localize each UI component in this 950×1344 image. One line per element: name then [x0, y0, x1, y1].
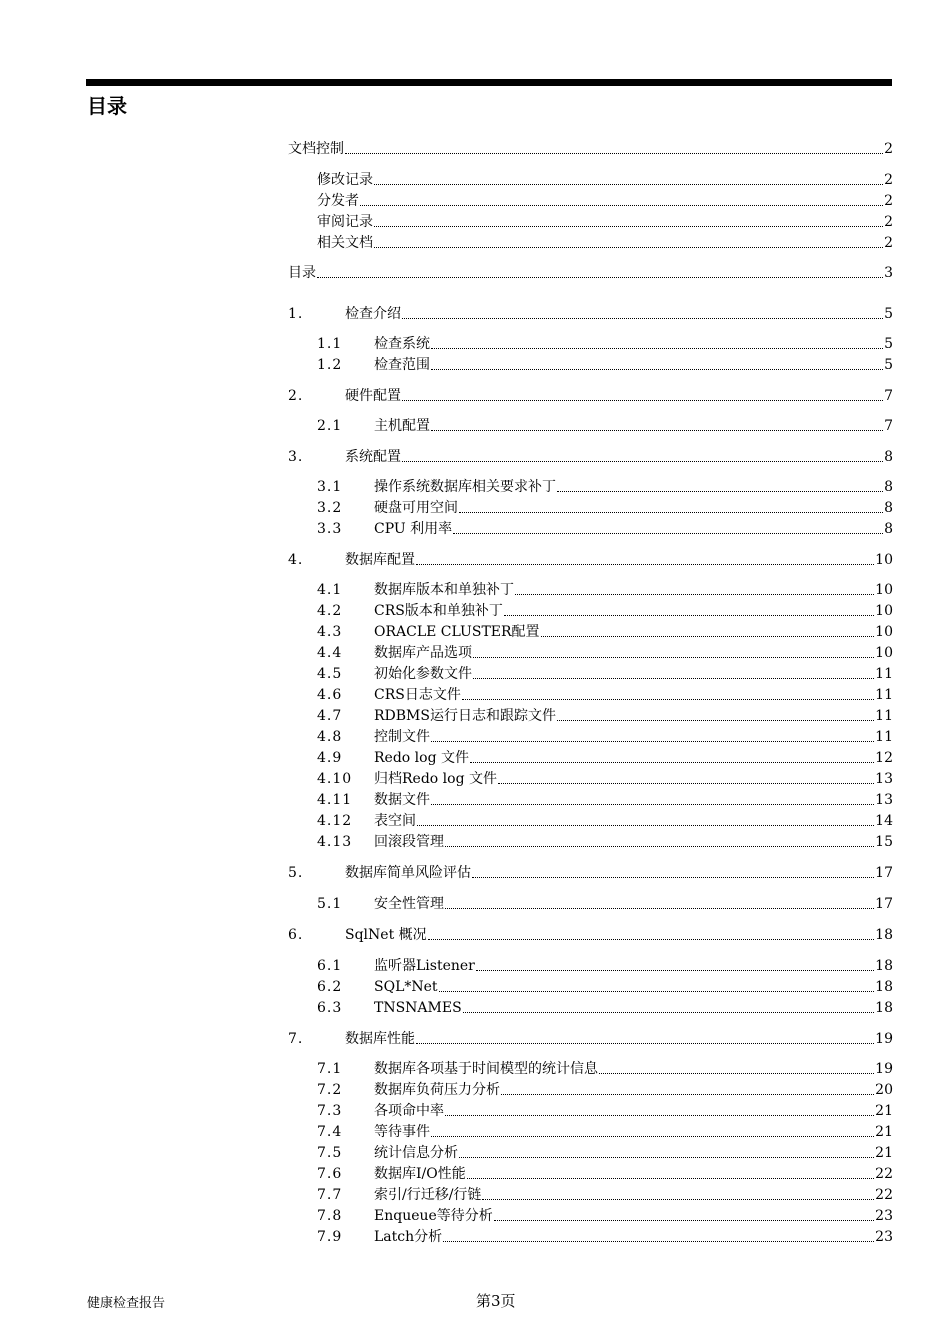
toc-dot-leader — [416, 563, 874, 565]
toc-entry-number: 7.6 — [317, 1166, 343, 1182]
toc-entry[interactable] — [317, 893, 893, 913]
toc-entry-label: SQL*Net — [374, 979, 438, 995]
toc-entry-number: 3. — [288, 449, 304, 465]
toc-entry-number: 4.3 — [317, 624, 343, 640]
toc-entry-number: 7.3 — [317, 1103, 343, 1119]
toc-entry-page: 2 — [884, 172, 893, 188]
toc-entry[interactable] — [317, 684, 893, 704]
toc-entry-label: 表空间 — [374, 813, 416, 829]
toc-entry-page: 19 — [875, 1031, 893, 1047]
toc-entry-page: 21 — [875, 1124, 893, 1140]
toc-entry-number: 3.2 — [317, 500, 343, 516]
toc-entry-label: 硬件配置 — [345, 388, 401, 404]
toc-entry-label: CRS版本和单独补丁 — [374, 603, 503, 619]
toc-entry[interactable] — [288, 262, 893, 282]
toc-entry[interactable] — [317, 1100, 893, 1120]
footer-page-number: 第3页 — [476, 1292, 516, 1310]
toc-dot-leader — [445, 907, 874, 909]
toc-entry-page: 8 — [884, 500, 893, 516]
toc-entry-label: 数据库产品选项 — [374, 645, 472, 661]
toc-dot-leader — [431, 347, 883, 349]
toc-dot-leader — [599, 1072, 874, 1074]
toc-dot-leader — [417, 824, 874, 826]
toc-entry-number: 7.7 — [317, 1187, 343, 1203]
toc-entry-number: 5.1 — [317, 896, 343, 912]
toc-entry-label: 监听器Listener — [374, 958, 475, 974]
toc-dot-leader — [453, 532, 883, 534]
toc-entry[interactable] — [317, 1226, 893, 1246]
toc-entry-label: 控制文件 — [374, 729, 430, 745]
toc-entry-number: 7.9 — [317, 1229, 343, 1245]
toc-entry[interactable] — [288, 446, 893, 466]
toc-dot-leader — [360, 204, 883, 206]
toc-entry-number: 2. — [288, 388, 304, 404]
toc-entry-page: 18 — [875, 927, 893, 943]
toc-entry-label: 数据库简单风险评估 — [345, 865, 471, 881]
toc-dot-leader — [374, 246, 883, 248]
toc-dot-leader — [473, 656, 874, 658]
toc-dot-leader — [345, 152, 883, 154]
toc-entry-page: 21 — [875, 1145, 893, 1161]
toc-entry-number: 4.4 — [317, 645, 343, 661]
toc-entry-label: 目录 — [288, 265, 316, 281]
toc-entry-page: 19 — [875, 1061, 893, 1077]
toc-entry-number: 4.13 — [317, 834, 353, 850]
toc-entry[interactable] — [317, 1184, 893, 1204]
toc-entry-page: 23 — [875, 1229, 893, 1245]
toc-dot-leader — [374, 183, 883, 185]
toc-entry[interactable] — [317, 747, 893, 767]
toc-entry-number: 7.5 — [317, 1145, 343, 1161]
toc-entry-page: 15 — [875, 834, 893, 850]
toc-entry-page: 22 — [875, 1187, 893, 1203]
toc-dot-leader — [470, 761, 874, 763]
toc-entry-page: 18 — [875, 979, 893, 995]
toc-entry[interactable] — [317, 476, 893, 496]
toc-entry-page: 2 — [884, 235, 893, 251]
toc-entry-number: 4.6 — [317, 687, 343, 703]
toc-entry-label: 数据库各项基于时间模型的统计信息 — [374, 1061, 598, 1077]
toc-dot-leader — [445, 845, 874, 847]
toc-entry-page: 22 — [875, 1166, 893, 1182]
toc-dot-leader — [504, 614, 874, 616]
toc-entry-label: 检查介绍 — [345, 306, 401, 322]
toc-entry-label: 数据库负荷压力分析 — [374, 1082, 500, 1098]
toc-entry[interactable] — [317, 663, 893, 683]
toc-entry[interactable] — [317, 354, 893, 374]
toc-entry-label: 回滚段管理 — [374, 834, 444, 850]
toc-entry[interactable] — [317, 333, 893, 353]
toc-entry[interactable] — [317, 1142, 893, 1162]
toc-entry-page: 5 — [884, 306, 893, 322]
toc-entry[interactable] — [317, 190, 893, 210]
toc-entry-number: 6.1 — [317, 958, 343, 974]
toc-entry[interactable] — [317, 1121, 893, 1141]
toc-dot-leader — [402, 317, 883, 319]
toc-entry-label: 主机配置 — [374, 418, 430, 434]
toc-dot-leader — [557, 719, 874, 721]
toc-dot-leader — [459, 511, 883, 513]
toc-entry[interactable] — [317, 997, 893, 1017]
toc-entry-page: 12 — [875, 750, 893, 766]
toc-entry-number: 4. — [288, 552, 304, 568]
toc-entry-label: Latch分析 — [374, 1229, 443, 1245]
toc-entry-label: SqlNet 概况 — [345, 927, 427, 943]
toc-entry-label: 数据库性能 — [345, 1031, 415, 1047]
toc-entry[interactable] — [288, 385, 893, 405]
toc-entry-label: Enqueue等待分析 — [374, 1208, 493, 1224]
toc-dot-leader — [501, 1093, 874, 1095]
toc-entry-number: 7.4 — [317, 1124, 343, 1140]
toc-dot-leader — [416, 1042, 874, 1044]
toc-dot-leader — [541, 635, 875, 637]
toc-dot-leader — [402, 460, 883, 462]
toc-entry-label: RDBMS运行日志和跟踪文件 — [374, 708, 556, 724]
toc-entry-label: 修改记录 — [317, 172, 373, 188]
toc-entry-page: 2 — [884, 141, 893, 157]
toc-dot-leader — [431, 368, 883, 370]
toc-entry-page: 11 — [875, 708, 893, 724]
toc-entry[interactable] — [317, 621, 893, 641]
toc-entry-page: 7 — [884, 418, 893, 434]
toc-entry-number: 3.3 — [317, 521, 343, 537]
toc-entry-page: 23 — [875, 1208, 893, 1224]
toc-dot-leader — [431, 803, 874, 805]
toc-entry-label: 操作系统数据库相关要求补丁 — [374, 479, 556, 495]
toc-entry[interactable] — [317, 497, 893, 517]
toc-dot-leader — [317, 276, 883, 278]
footer-document-name: 健康检查报告 — [87, 1296, 166, 1311]
toc-entry-number: 1.1 — [317, 336, 343, 352]
toc-dot-leader — [431, 1135, 874, 1137]
toc-entry[interactable] — [317, 789, 893, 809]
toc-entry[interactable] — [317, 976, 893, 996]
toc-entry-label: 数据库配置 — [345, 552, 415, 568]
toc-entry[interactable] — [317, 232, 893, 252]
toc-entry-label: 索引/行迁移/行链 — [374, 1187, 482, 1203]
toc-entry-page: 17 — [875, 896, 893, 912]
toc-dot-leader — [476, 969, 874, 971]
toc-dot-leader — [402, 399, 883, 401]
toc-entry-number: 6. — [288, 927, 304, 943]
toc-entry[interactable] — [317, 1205, 893, 1225]
toc-entry-label: 分发者 — [317, 193, 359, 209]
toc-entry-label: 初始化参数文件 — [374, 666, 472, 682]
toc-entry-page: 5 — [884, 336, 893, 352]
toc-entry-number: 4.10 — [317, 771, 353, 787]
toc-entry[interactable] — [317, 1058, 893, 1078]
toc-dot-leader — [467, 1177, 874, 1179]
toc-entry-label: 检查范围 — [374, 357, 430, 373]
toc-entry-label: ORACLE CLUSTER配置 — [374, 624, 540, 640]
toc-entry[interactable] — [317, 726, 893, 746]
toc-entry[interactable] — [288, 303, 893, 323]
toc-dot-leader — [557, 490, 883, 492]
toc-entry-label: 数据库版本和单独补丁 — [374, 582, 514, 598]
toc-dot-leader — [443, 1240, 874, 1242]
toc-entry-page: 5 — [884, 357, 893, 373]
toc-entry-page: 10 — [875, 645, 893, 661]
toc-entry-page: 7 — [884, 388, 893, 404]
toc-dot-leader — [462, 698, 874, 700]
toc-entry-number: 4.8 — [317, 729, 343, 745]
toc-entry-number: 6.2 — [317, 979, 343, 995]
toc-entry-number: 4.12 — [317, 813, 353, 829]
page-title: 目录 — [87, 94, 127, 118]
toc-entry-page: 11 — [875, 666, 893, 682]
toc-dot-leader — [498, 782, 874, 784]
toc-entry[interactable] — [317, 955, 893, 975]
toc-entry-number: 7.2 — [317, 1082, 343, 1098]
toc-entry-number: 4.9 — [317, 750, 343, 766]
toc-entry[interactable] — [317, 600, 893, 620]
toc-entry-label: 数据文件 — [374, 792, 430, 808]
toc-entry-label: 等待事件 — [374, 1124, 430, 1140]
toc-entry-page: 18 — [875, 958, 893, 974]
toc-entry-number: 3.1 — [317, 479, 343, 495]
toc-entry-number: 4.1 — [317, 582, 343, 598]
toc-entry-label: 统计信息分析 — [374, 1145, 458, 1161]
toc-entry-page: 2 — [884, 214, 893, 230]
toc-dot-leader — [473, 677, 874, 679]
toc-entry-number: 1. — [288, 306, 304, 322]
toc-entry-label: 数据库I/O性能 — [374, 1166, 466, 1182]
toc-entry-page: 18 — [875, 1000, 893, 1016]
toc-entry[interactable] — [288, 1028, 893, 1048]
toc-entry-number: 7.8 — [317, 1208, 343, 1224]
toc-entry-label: 硬盘可用空间 — [374, 500, 458, 516]
toc-entry-label: Redo log 文件 — [374, 750, 469, 766]
toc-entry-number: 4.7 — [317, 708, 343, 724]
toc-entry-page: 17 — [875, 865, 893, 881]
toc-entry-page: 21 — [875, 1103, 893, 1119]
toc-dot-leader — [431, 740, 874, 742]
toc-entry-number: 1.2 — [317, 357, 343, 373]
toc-entry[interactable] — [317, 579, 893, 599]
toc-entry-label: 文档控制 — [288, 141, 344, 157]
toc-entry-label: 相关文档 — [317, 235, 373, 251]
toc-entry-number: 6.3 — [317, 1000, 343, 1016]
toc-entry[interactable] — [317, 1163, 893, 1183]
toc-entry-page: 13 — [875, 771, 893, 787]
toc-entry-page: 8 — [884, 521, 893, 537]
toc-entry-page: 8 — [884, 449, 893, 465]
toc-entry[interactable] — [317, 1079, 893, 1099]
toc-entry-label: TNSNAMES — [374, 1000, 462, 1016]
toc-dot-leader — [431, 429, 883, 431]
toc-entry[interactable] — [317, 415, 893, 435]
toc-entry-label: CPU 利用率 — [374, 521, 453, 537]
toc-dot-leader — [482, 1198, 874, 1200]
toc-entry-label: 系统配置 — [345, 449, 401, 465]
toc-entry-page: 3 — [884, 265, 893, 281]
toc-entry-label: 审阅记录 — [317, 214, 373, 230]
toc-entry-number: 4.2 — [317, 603, 343, 619]
toc-dot-leader — [459, 1156, 874, 1158]
toc-entry[interactable] — [288, 549, 893, 569]
toc-dot-leader — [439, 990, 875, 992]
toc-entry[interactable] — [288, 862, 893, 882]
toc-dot-leader — [428, 938, 875, 940]
toc-entry[interactable] — [317, 211, 893, 231]
toc-entry[interactable] — [317, 518, 893, 538]
toc-entry-page: 13 — [875, 792, 893, 808]
toc-entry-page: 11 — [875, 729, 893, 745]
toc-dot-leader — [445, 1114, 874, 1116]
toc-entry-number: 5. — [288, 865, 304, 881]
toc-entry-page: 8 — [884, 479, 893, 495]
toc-entry[interactable] — [317, 705, 893, 725]
toc-entry-page: 2 — [884, 193, 893, 209]
toc-dot-leader — [515, 593, 874, 595]
toc-entry[interactable] — [317, 169, 893, 189]
toc-entry[interactable] — [317, 642, 893, 662]
toc-dot-leader — [463, 1011, 874, 1013]
toc-entry-number: 4.5 — [317, 666, 343, 682]
toc-entry-label: 检查系统 — [374, 336, 430, 352]
toc-dot-leader — [494, 1219, 874, 1221]
toc-entry[interactable] — [288, 924, 893, 944]
toc-entry[interactable] — [317, 810, 893, 830]
toc-entry[interactable] — [317, 831, 893, 851]
toc-entry-page: 20 — [875, 1082, 893, 1098]
toc-entry[interactable] — [288, 138, 893, 158]
toc-entry-label: CRS日志文件 — [374, 687, 461, 703]
toc-entry-number: 2.1 — [317, 418, 343, 434]
toc-entry[interactable] — [317, 768, 893, 788]
toc-entry-page: 14 — [875, 813, 893, 829]
toc-entry-number: 7.1 — [317, 1061, 343, 1077]
toc-entry-number: 7. — [288, 1031, 304, 1047]
toc-entry-page: 10 — [875, 624, 893, 640]
toc-dot-leader — [472, 876, 874, 878]
toc-entry-number: 4.11 — [317, 792, 353, 808]
toc-entry-label: 归档Redo log 文件 — [374, 771, 497, 787]
toc-entry-page: 10 — [875, 603, 893, 619]
toc-entry-page: 10 — [875, 582, 893, 598]
toc-entry-label: 安全性管理 — [374, 896, 444, 912]
toc-dot-leader — [374, 225, 883, 227]
toc-entry-label: 各项命中率 — [374, 1103, 444, 1119]
toc-entry-page: 11 — [875, 687, 893, 703]
toc-entry-page: 10 — [875, 552, 893, 568]
